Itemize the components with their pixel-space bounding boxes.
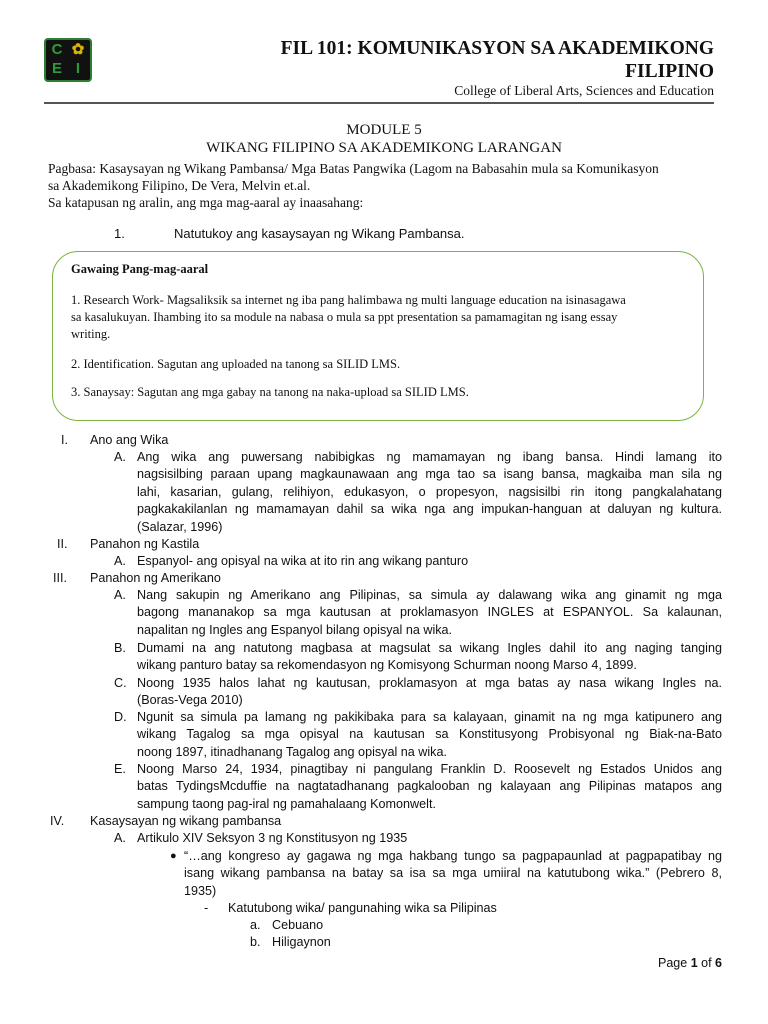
activity-1-line: writing. — [71, 327, 111, 341]
item-label: a. — [250, 918, 261, 932]
item-label: C. — [114, 676, 127, 690]
module-title: WIKANG FILIPINO SA AKADEMIKONG LARANGAN — [206, 140, 562, 156]
item-text: Artikulo XIV Seksyon 3 ng Konstitusyon ng 1935 — [137, 831, 408, 845]
item-label: B. — [114, 641, 126, 655]
text-line: Noong Marso 24, 1934, pinagtibay ni pangulang Franklin D. Roosevelt ng Estados Unidos ang — [137, 762, 722, 776]
activities-box — [52, 251, 704, 421]
text-line: Nang sakupin ng Amerikano ang Pilipinas, sa simula ay dalawang wika ang ginamit ng mga — [137, 588, 722, 602]
page-of: of — [701, 956, 712, 970]
header-divider — [44, 102, 714, 104]
activity-1-line: sa kasalukuyan. Ihambing ito sa module na nabasa o mula sa ppt presentation sa pamamagitan ng isang essay — [71, 310, 618, 324]
text-line: noong 1897, itinadhanang Tagalog ang opisyal na wika. — [137, 744, 447, 759]
objective-number: 1. — [114, 226, 125, 241]
section-1-a-text — [137, 449, 722, 536]
text-line: nagsisilbing paraan upang magkaunawaan ang mga tao sa isang bansa, magkaiba man sila ng — [137, 467, 722, 482]
item-label: A. — [114, 588, 126, 602]
text-line: (Salazar, 1996) — [137, 519, 223, 534]
section-number: I. — [61, 433, 68, 447]
objective-text: Natutukoy ang kasaysayan ng Wikang Pambansa. — [174, 226, 465, 241]
reading-reference — [48, 160, 728, 211]
module-number: MODULE 5 — [346, 122, 422, 138]
section-3-b-text — [137, 640, 722, 675]
text-line: Ang wika ang puwersang nabibigkas ng mamamayan ng ibang bansa. Hindi lamang ito — [137, 450, 722, 464]
section-number: III. — [53, 571, 67, 585]
section-number: IV. — [50, 814, 65, 828]
page-current: 1 — [690, 956, 698, 970]
reading-line: sa Akademikong Filipino, De Vera, Melvin et.al. — [48, 178, 311, 193]
activity-1-line: 1. Research Work- Magsaliksik sa internet ng iba pang halimbawa ng multi language education na isinasagawa — [71, 293, 626, 307]
item-label: D. — [114, 710, 127, 724]
item-label: E. — [114, 762, 126, 776]
section-3-c-text — [137, 675, 722, 710]
text-line: “…ang kongreso ay gagawa ng mga hakbang tungo sa pagpapaunlad at pagpapatibay ng — [184, 849, 722, 863]
reading-line: Pagbasa: Kasaysayan ng Wikang Pambansa/ Mga Batas Pangwika (Lagom na Babasahin mula sa Komunikasyon — [48, 161, 659, 176]
activities-heading: Gawaing Pang-mag-aaral — [71, 262, 209, 276]
section-title: Kasaysayan ng wikang pambansa — [90, 814, 282, 828]
dash-text: Katutubong wika/ pangunahing wika sa Pilipinas — [228, 901, 497, 915]
section-3-a-text — [137, 587, 722, 639]
page-prefix: Page — [658, 956, 688, 970]
quote-text — [184, 848, 722, 900]
text-line: 1935) — [184, 883, 217, 898]
item-label: A. — [114, 831, 126, 845]
dash-marker: - — [204, 901, 209, 915]
text-line: lahi, kasarian, gulang, relihiyon, edukasyon, o propesyon, nagsisilbi rin itong pangkalahatang — [137, 484, 722, 499]
logo-letter: I — [75, 60, 81, 77]
course-title-line1: FIL 101: KOMUNIKASYON SA AKADEMIKONG — [280, 38, 714, 59]
item-text: Cebuano — [272, 918, 324, 932]
college-name: College of Liberal Arts, Sciences and Education — [454, 83, 714, 98]
activity-2: 2. Identification. Sagutan ang uploaded na tanong sa SILID LMS. — [71, 357, 401, 371]
logo-letter: E — [51, 60, 62, 77]
text-line: pagkakakilanlan ng mamamayan dahil sa wika nga ang impukan-hanguan at daluyan ng kultura. — [137, 502, 722, 517]
page-number — [658, 956, 722, 970]
text-line: bagong mananakop sa mga kautusan at proklamasyon INGLES at ESPANYOL. Sa kalaunan, — [137, 605, 722, 620]
section-3-e-text — [137, 761, 722, 813]
text-line: wikang panturo batay sa rekomendasyon ng Komisyong Schurman noong Marso 4, 1899. — [137, 658, 637, 673]
expectation-text: Sa katapusan ng aralin, ang mga mag-aaral ay inaasahang: — [48, 195, 364, 210]
item-text: Espanyol- ang opisyal na wika at ito rin ang wikang panturo — [137, 554, 469, 568]
page-total: 6 — [715, 956, 722, 970]
activity-3: 3. Sanaysay: Sagutan ang mga gabay na tanong na naka-upload sa SILID LMS. — [71, 385, 469, 399]
text-line: batas TydingsMcduffie na nagtatadhanang pagkalooban ng kalayaan ang Pilipinas matapos ang — [137, 779, 722, 794]
item-label: A. — [114, 554, 126, 568]
logo-letter: C — [51, 41, 63, 58]
section-title: Panahon ng Amerikano — [90, 571, 221, 585]
text-line: sampung taong pag-iral ng pamahalaang Komonwelt. — [137, 796, 436, 811]
text-line: Ngunit sa simula pa lamang ng pakikibaka para sa kalayaan, ginamit na ng mga katipunero ang — [137, 710, 722, 724]
text-line: Noong 1935 halos lahat ng kautusan, proklamasyon at mga batas ay nasa wikang Ingles na. — [137, 676, 722, 690]
item-label: A. — [114, 450, 126, 464]
text-line: Dumami na ang natutong magbasa at magsulat sa wikang Ingles dahil ito ang naging tanging — [137, 641, 722, 655]
section-number: II. — [57, 537, 68, 551]
item-text: Hiligaynon — [272, 935, 331, 949]
section-3-d-text — [137, 709, 722, 761]
logo-flower-icon: ✿ — [71, 41, 85, 58]
college-logo — [44, 38, 92, 82]
course-title-line2: FILIPINO — [625, 61, 714, 82]
item-label: b. — [250, 935, 261, 949]
text-line: napalitan ng Ingles ang Espanyol bilang opisyal na wika. — [137, 622, 453, 637]
section-title: Panahon ng Kastila — [90, 537, 200, 551]
text-line: isang wikang pambansa na batay sa isa sa mga umiiral na katutubong wika.” (Pebrero 8, — [184, 866, 722, 881]
text-line: wikang Tagalog sa mga opisyal na kautusan sa Konstitusyong Probisyonal ng Biak-na-Bato — [137, 727, 722, 742]
bullet-icon: ● — [170, 850, 177, 862]
text-line: (Boras-Vega 2010) — [137, 693, 243, 708]
section-title: Ano ang Wika — [90, 433, 169, 447]
